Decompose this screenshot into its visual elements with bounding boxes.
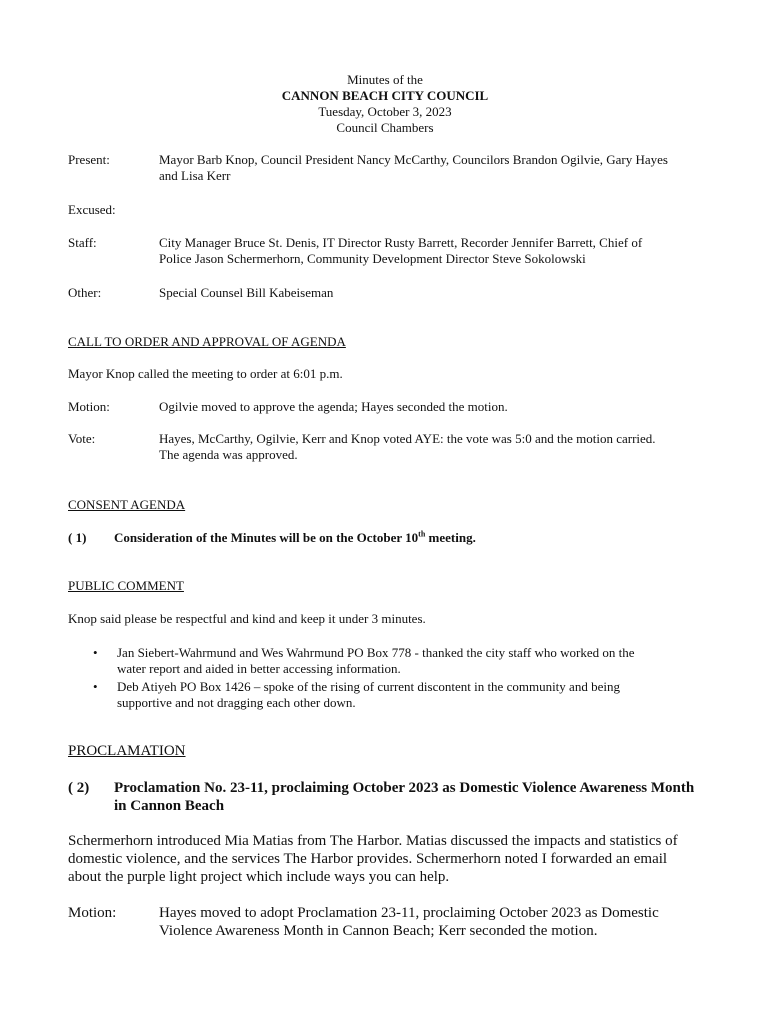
consent-item-text (114, 529, 476, 546)
proclamation-motion-line-2: Violence Awareness Month in Cannon Beach; Kerr seconded the motion. (159, 923, 598, 939)
minutes-of-line: Minutes of the (347, 72, 423, 87)
call-to-order-text: Mayor Knop called the meeting to order at 6:01 p.m. (68, 366, 343, 381)
excused-label: Excused: (68, 202, 116, 217)
vote-label: Vote: (68, 431, 96, 446)
comment-1-line-1: Jan Siebert-Wahrmund and Wes Wahrmund PO Box 778 - thanked the city staff who worked on the (117, 645, 635, 660)
meeting-location: Council Chambers (336, 120, 434, 135)
proclamation-item-line-1: Proclamation No. 23-11, proclaiming October 2023 as Domestic Violence Awareness Month (114, 780, 695, 796)
other-line-1: Special Counsel Bill Kabeiseman (159, 285, 334, 300)
staff-label: Staff: (68, 235, 97, 250)
public-comment-intro: Knop said please be respectful and kind and keep it under 3 minutes. (68, 611, 426, 626)
vote-line-2: The agenda was approved. (159, 447, 298, 462)
proclamation-motion-line-1: Hayes moved to adopt Proclamation 23-11, proclaiming October 2023 as Domestic (159, 905, 659, 921)
comment-2-line-2: supportive and not dragging each other down. (117, 695, 356, 710)
proclamation-heading: PROCLAMATION (68, 743, 186, 759)
motion-label: Motion: (68, 399, 110, 414)
public-comment-heading: PUBLIC COMMENT (68, 578, 184, 593)
staff-line-2: Police Jason Schermerhorn, Community Development Director Steve Sokolowski (159, 251, 586, 266)
proclamation-para-line-2: domestic violence, and the services The Harbor provides. Schermerhorn noted I forwarded an email (68, 851, 668, 867)
present-line-1: Mayor Barb Knop, Council President Nancy McCarthy, Councilors Brandon Ogilvie, Gary Hayes (159, 152, 668, 167)
council-title: CANNON BEACH CITY COUNCIL (281, 88, 489, 103)
consent-item-text-b: meeting. (425, 530, 476, 545)
meeting-date: Tuesday, October 3, 2023 (318, 104, 452, 119)
staff-line-1: City Manager Bruce St. Denis, IT Director Rusty Barrett, Recorder Jennifer Barrett, Chief of (159, 235, 643, 250)
comment-1-line-2: water report and aided in better accessing information. (117, 661, 401, 676)
motion-text: Ogilvie moved to approve the agenda; Hayes seconded the motion. (159, 399, 508, 414)
other-label: Other: (68, 285, 102, 300)
present-line-2: and Lisa Kerr (159, 168, 231, 183)
proclamation-para-line-1: Schermerhorn introduced Mia Matias from The Harbor. Matias discussed the impacts and statistics of (68, 833, 678, 849)
proclamation-item-number: ( 2) (68, 780, 90, 796)
proclamation-para-line-3: about the purple light project which include ways you can help. (68, 869, 450, 885)
comment-2-line-1: Deb Atiyeh PO Box 1426 – spoke of the rising of current discontent in the community and being (117, 679, 620, 694)
proclamation-motion-label: Motion: (68, 905, 117, 921)
proclamation-item-line-2: in Cannon Beach (114, 798, 225, 814)
consent-agenda-heading: CONSENT AGENDA (68, 497, 186, 512)
call-to-order-heading: CALL TO ORDER AND APPROVAL OF AGENDA (68, 334, 346, 349)
consent-item-text-a: Consideration of the Minutes will be on the October 10 (114, 530, 419, 545)
present-label: Present: (68, 152, 110, 167)
vote-line-1: Hayes, McCarthy, Ogilvie, Kerr and Knop voted AYE: the vote was 5:0 and the motion carried. (159, 431, 656, 446)
consent-item-number: ( 1) (68, 530, 87, 545)
bullet-icon: • (93, 679, 98, 694)
consent-item-sup: th (418, 529, 426, 539)
bullet-icon: • (93, 645, 98, 660)
